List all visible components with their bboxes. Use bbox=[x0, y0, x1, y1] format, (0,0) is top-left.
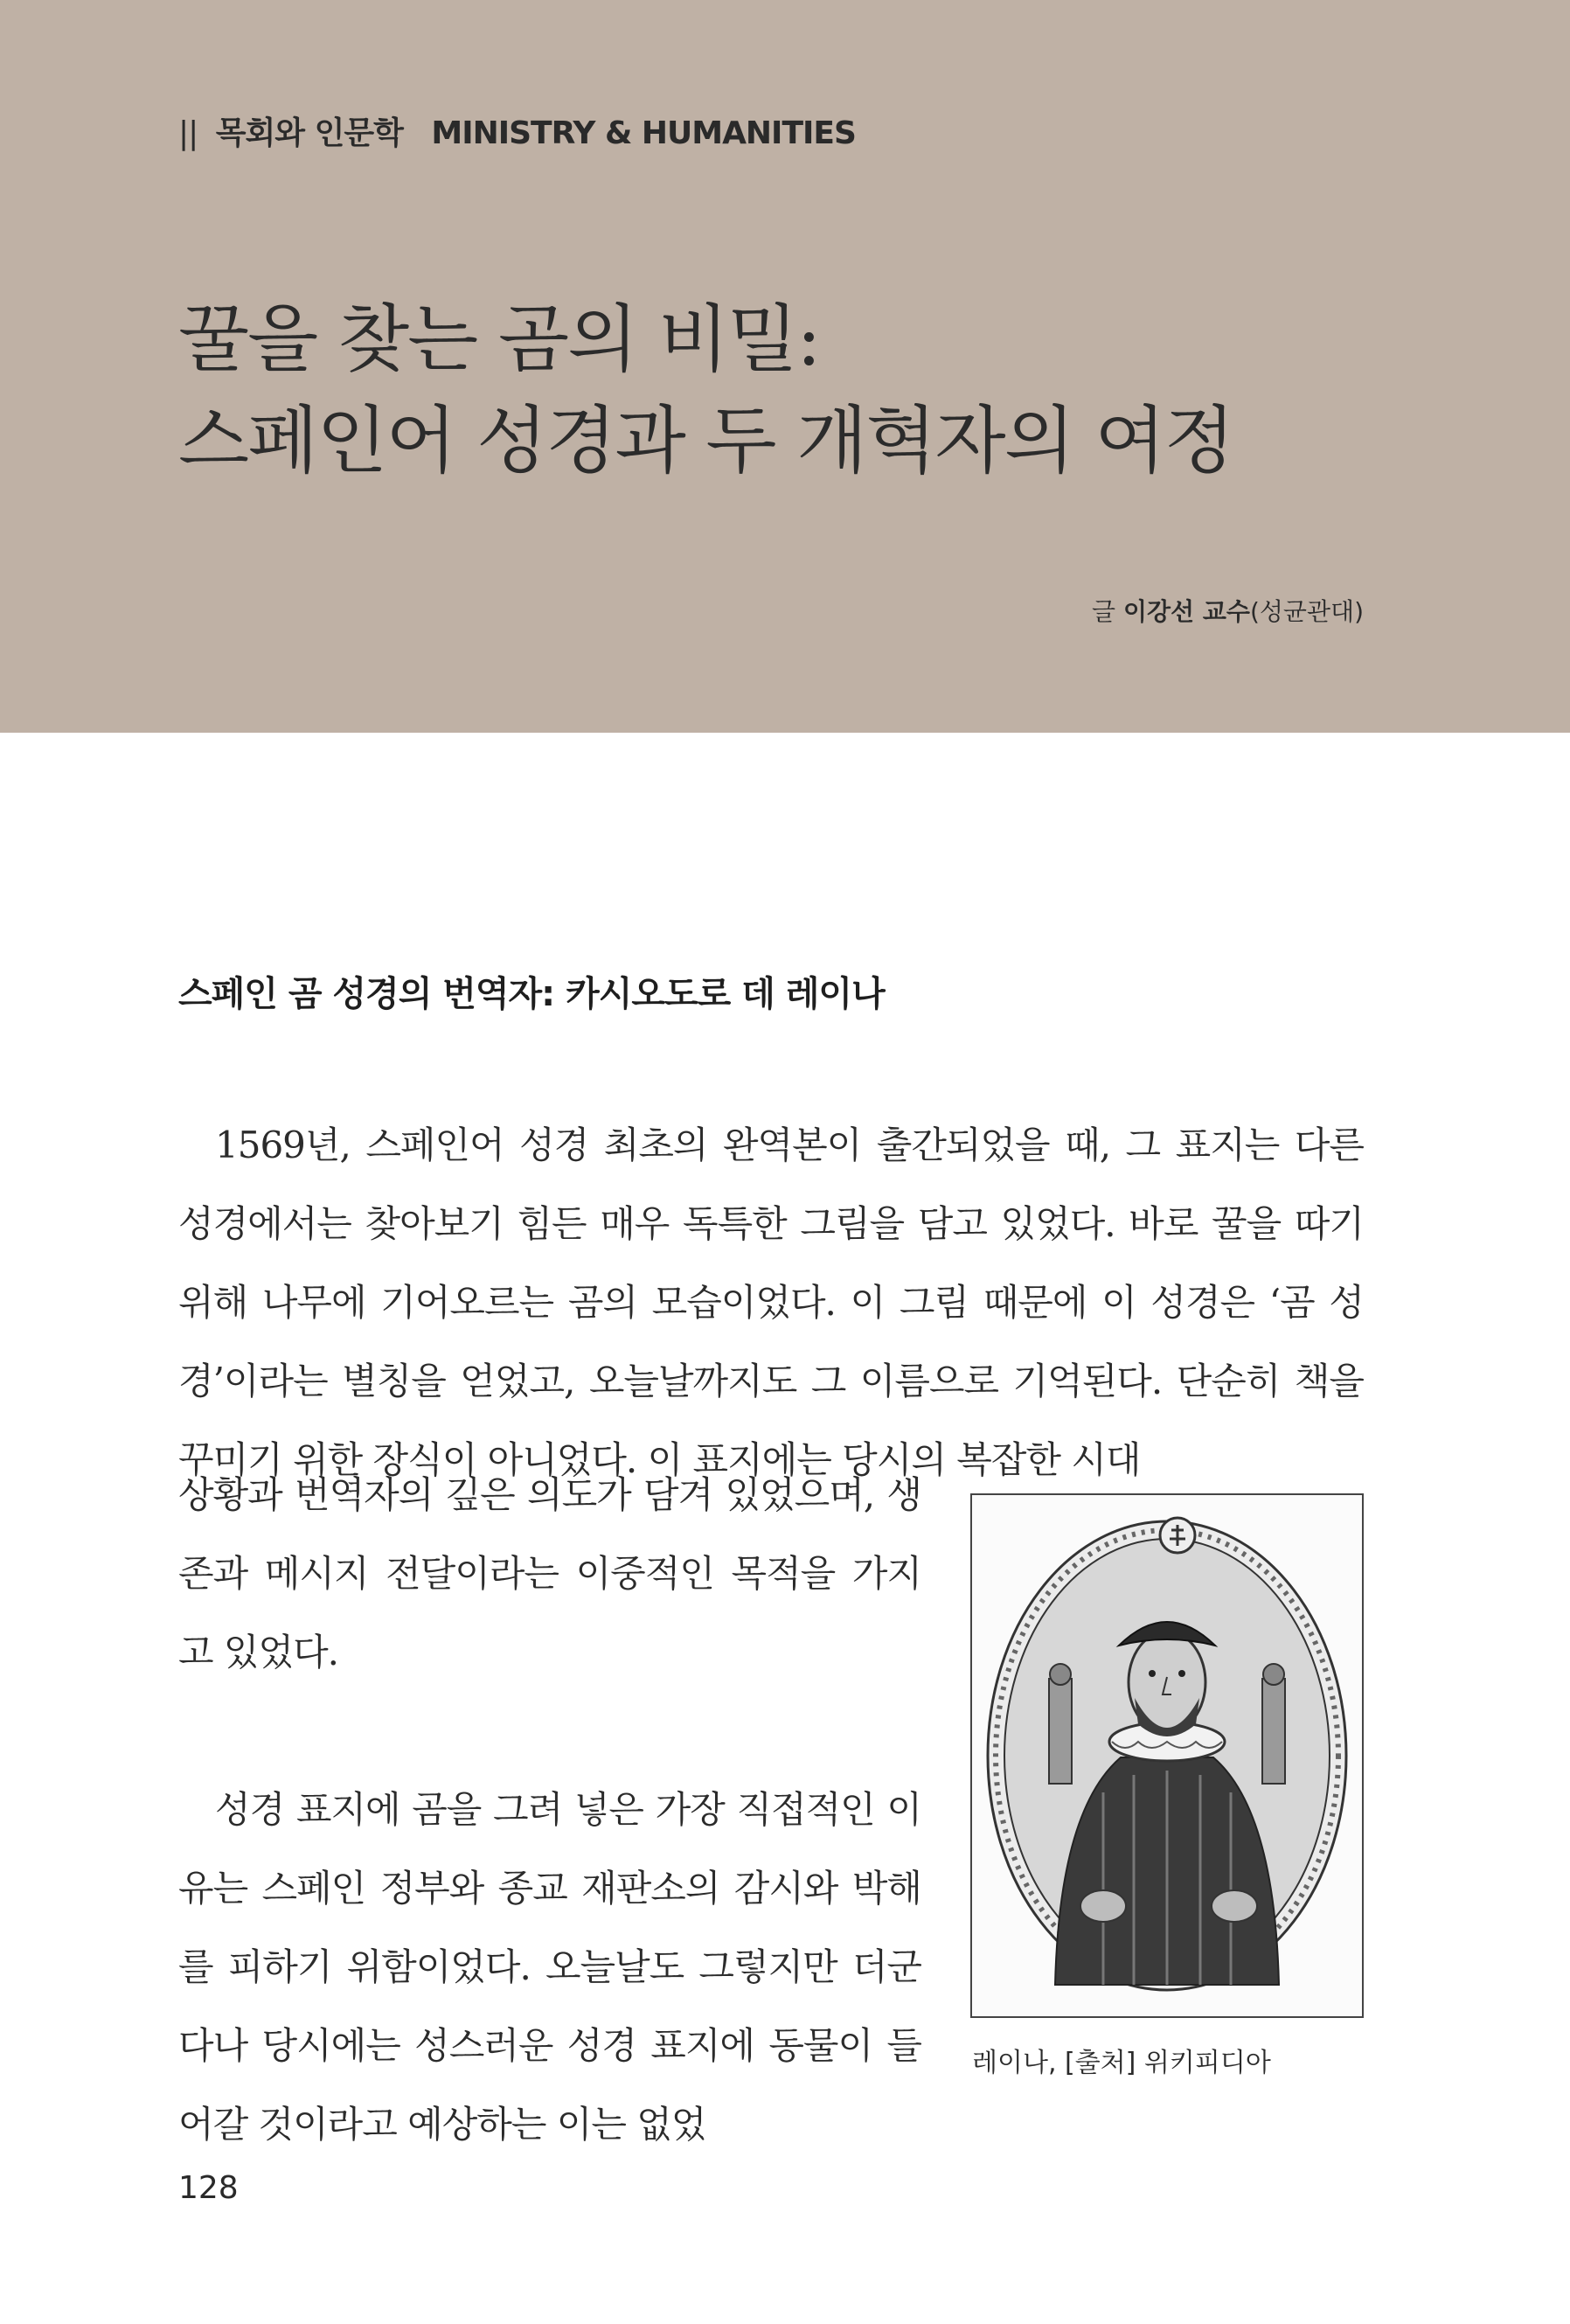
byline bbox=[1092, 593, 1364, 628]
article-title bbox=[178, 289, 1446, 491]
figure-caption: 레이나, [출처] 위키피디아 bbox=[972, 2048, 1271, 2078]
paragraph-1-continued: 상황과 번역자의 깊은 의도가 담겨 있었으며, 생존과 메시지 전달이라는 이중적인 목적을 가지고 있었다. bbox=[178, 1473, 921, 1673]
narrow-column bbox=[178, 1456, 921, 2164]
page-number: 128 bbox=[178, 2170, 239, 2206]
paragraph-2: 성경 표지에 곰을 그려 넣은 가장 직접적인 이유는 스페인 정부와 종교 재판소의 감시와 박해를 피하기 위함이었다. 오늘날도 그렇지만 더군다나 당시에는 성스러운 성경 표지에 동물이 들어갈 것이라고 예상하는 이는 없었 bbox=[178, 1788, 921, 2146]
title-line-2: 스페인어 성경과 두 개혁자의 여정 bbox=[178, 398, 1233, 484]
section-bar: || bbox=[178, 115, 198, 151]
section-korean: 목회와 인문학 bbox=[215, 115, 403, 151]
portrait-figure bbox=[970, 1493, 1364, 2018]
section-english: MINISTRY & HUMANITIES bbox=[431, 115, 856, 151]
portrait-engraving-icon bbox=[972, 1495, 1362, 2016]
subheading: 스페인 곰 성경의 번역자: 카시오도로 데 레이나 bbox=[178, 974, 885, 1014]
section-tag bbox=[178, 108, 856, 153]
byline-author: 이강선 교수 bbox=[1122, 597, 1250, 626]
title-line-1: 꿀을 찾는 곰의 비밀: bbox=[178, 296, 820, 382]
paragraph-1: 1569년, 스페인어 성경 최초의 완역본이 출간되었을 때, 그 표지는 다른 성경에서는 찾아보기 힘든 매우 독특한 그림을 담고 있었다. 바로 꿀을 따기 위해 나무에 기어오르는 곰의 모습이었다. 이 그림 때문에 이 성경은 ‘곰 성경’이라는 별칭을 얻었고, 오늘날까지도 그 이름으로 기억된다. 단순히 책을 꾸미기 위한 장식이 아니었다. 이 표지에는 당시의 복잡한 시대 bbox=[178, 1124, 1364, 1481]
byline-affiliation: (성균관대) bbox=[1249, 597, 1364, 626]
byline-prefix: 글 bbox=[1091, 597, 1116, 626]
